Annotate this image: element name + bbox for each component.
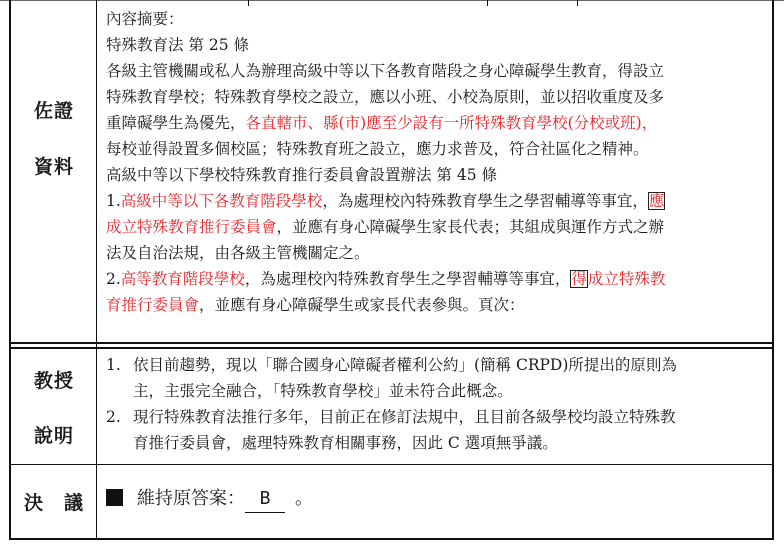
explanation-label-bottom: 說明: [34, 425, 75, 447]
text-run: ，並應有身心障礙學生家長代表；其組成與運作方式之辦: [276, 218, 665, 236]
explanation-label-top: 教授: [34, 370, 75, 392]
text-run: ，為處理校內特殊教育學生之學習輔導等事宜，: [322, 192, 648, 210]
text-run: 重障礙學生為優先，: [106, 114, 246, 132]
decision-label: 決 議: [24, 492, 85, 514]
text-run: 各級主管機關或私人為辦理高級中等以下各教育階段之身心障礙學生教育，得設立: [106, 62, 665, 80]
evidence-line: [106, 110, 665, 136]
text-run: 得: [571, 270, 587, 288]
decision-suffix: 。: [295, 488, 313, 509]
item-text: 依目前趨勢，現以「聯合國身心障礙者權利公約」(簡稱 CRPD)所提出的原則為: [133, 356, 677, 374]
item-number: 1.: [106, 356, 121, 374]
text-run: 內容摘要：: [106, 10, 184, 28]
evidence-line: [106, 6, 665, 32]
explanation-item: [106, 352, 677, 378]
text-run: 每校並得設置多個校區；特殊教育班之設立，應力求普及，符合社區化之精神。: [106, 140, 649, 158]
evidence-label-top: 佐證: [34, 100, 75, 122]
item-number: 2.: [106, 408, 121, 426]
evidence-line: [106, 292, 665, 318]
table-border: [9, 538, 774, 540]
evidence-line: [106, 214, 665, 240]
evidence-line: [106, 58, 665, 84]
text-run: 各直轄市、縣(市)應至少設有一所特殊教育學校(分校或班)，: [245, 114, 658, 132]
evidence-line: [106, 188, 665, 214]
text-run: 應: [648, 192, 665, 210]
explanation-content: [106, 352, 677, 456]
evidence-line: [106, 84, 665, 110]
text-run: 高級中等以下各教育階段學校: [120, 192, 323, 210]
square-bullet-icon: [106, 489, 123, 506]
evidence-line: [106, 240, 665, 266]
text-run: 高等教育階段學校: [120, 270, 245, 288]
text-run: 特殊教育法 第 25 條: [106, 36, 250, 54]
decision-prefix: 維持原答案：: [137, 488, 245, 509]
explanation-item-cont: 主，主張完全融合，「特殊教育學校」並未符合此概念。: [133, 382, 513, 400]
item-text: 現行特殊教育法推行多年，目前正在修訂法規中，且目前各級學校均設立特殊教: [133, 408, 676, 426]
evidence-line: [106, 162, 665, 188]
explanation-item: [106, 404, 677, 430]
evidence-line: [106, 266, 665, 292]
evidence-label-bottom: 資料: [34, 156, 75, 178]
table-border: [9, 342, 774, 344]
table-border: [96, 0, 97, 540]
text-run: 成立特殊教: [587, 270, 666, 288]
table-border: [772, 0, 774, 540]
table-border: [0, 0, 784, 1]
text-run: 高級中等以下學校特殊教育推行委員會設置辦法 第 45 條: [106, 166, 498, 184]
text-run: 特殊教育學校；特殊教育學校之設立，應以小班、小校為原則，並以招收重度及多: [106, 88, 665, 106]
text-run: 2.: [106, 270, 121, 288]
evidence-content: [106, 6, 665, 318]
evidence-line: [106, 32, 665, 58]
text-run: 育推行委員會: [106, 296, 200, 314]
text-run: 1.: [106, 192, 121, 210]
evidence-line: [106, 136, 665, 162]
table-border: [9, 464, 774, 465]
text-run: ，並應有身心障礙學生或家長代表參與。頁次：: [199, 296, 525, 314]
decision-answer: B: [245, 486, 285, 513]
text-run: ，為處理校內特殊教育學生之學習輔導等事宜，: [244, 270, 571, 288]
decision-content: [106, 486, 313, 513]
text-run: 法及自治法規，由各級主管機關定之。: [106, 244, 370, 262]
explanation-item-cont: 育推行委員會，處理特殊教育相關事務，因此 C 選項無爭議。: [133, 434, 558, 452]
table-border: [9, 347, 774, 349]
table-border: [9, 0, 11, 540]
text-run: 成立特殊教育推行委員會: [106, 218, 277, 236]
